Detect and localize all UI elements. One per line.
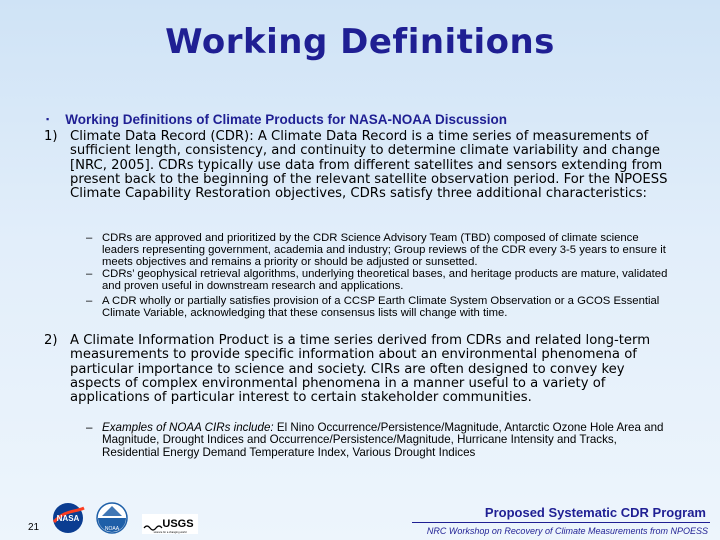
square-bullet-icon: ▪ [46, 114, 50, 124]
nasa-logo [53, 503, 84, 533]
examples-label: Examples of NOAA CIRs include: [102, 421, 274, 434]
item-2-number: 2) [44, 333, 58, 348]
dash-bullet-icon: – [86, 295, 93, 307]
examples-text: El Nino Occurrence/Persistence/Magnitude, Antarctic Ozone Hole Area and Magnitude, Drought Indices and Occurrence/Persistence/Magnitude, Hurricane Intensity and Tracks, Residential Energy Demand Temperature Index, Various Drought Indices [102, 421, 664, 459]
usgs-logo [142, 514, 198, 534]
noaa-logo-text: NOAA [104, 526, 120, 532]
sub-item-1 [86, 232, 672, 268]
sub-item-2 [86, 268, 672, 292]
item-2-text: A Climate Information Product is a time series derived from CDRs and related long-term measurements to provide specific information about an environmental phenomena of particular importance to science and society. CIRs are often designed to convey key aspects of complex environmental phenomena in a manner useful to a variety of applications of particular interest to certain stakeholder communities. [70, 333, 651, 406]
usgs-tagline: science for a changing world [153, 531, 187, 534]
section-heading [46, 112, 666, 127]
nasa-logo-text: NASA [56, 514, 80, 523]
heading-text: Working Definitions of Climate Products for NASA-NOAA Discussion [65, 112, 507, 127]
dash-bullet-icon: – [86, 232, 93, 244]
item-1-text: Climate Data Record (CDR): A Climate Data Record is a time series of measurements of sufficient length, consistency, and continuity to determine climate variability and change [NRC, 2005]. CDRs typically use data from different satellites and sensors extending from present back to the beginning of the relevant satellite observation period. For the NPOESS Climate Capability Restoration objectives, CDRs satisfy three additional characteristics: [70, 129, 668, 202]
sub-item-3-text: A CDR wholly or partially satisfies provision of a CCSP Earth Climate System Observation or a GCOS Essential Climate Variable, acknowledging that these consensus lists will change with time. [102, 295, 660, 319]
footer-workshop-subtitle: NRC Workshop on Recovery of Climate Measurements from NPOESS [426, 526, 708, 536]
dash-bullet-icon: – [86, 268, 93, 280]
sub-item-3 [86, 295, 672, 319]
footer-divider [412, 522, 710, 523]
item-2-paragraph [44, 333, 670, 406]
sub-item-1-text: CDRs are approved and prioritized by the CDR Science Advisory Team (TBD) composed of climate science leaders representing government, academia and industry; Group reviews of the CDR every 3-5 years to ensure it meets objectives and remains a priority or should be adjusted or sunsetted. [102, 232, 666, 268]
item-1-number: 1) [44, 129, 58, 144]
sub-item-examples [86, 421, 672, 459]
item-1-paragraph [44, 129, 670, 202]
sub-item-2-text: CDRs’ geophysical retrieval algorithms, underlying theoretical bases, and heritage products are mature, validated and proven useful in downstream research and applications. [102, 268, 668, 292]
dash-bullet-icon: – [86, 421, 93, 434]
agency-logos [50, 500, 210, 536]
page-number: 21 [28, 522, 40, 533]
slide-title: Working Definitions [165, 22, 555, 62]
usgs-logo-text: USGS [162, 518, 194, 530]
footer-program-title: Proposed Systematic CDR Program [484, 505, 706, 520]
noaa-logo [97, 503, 127, 533]
